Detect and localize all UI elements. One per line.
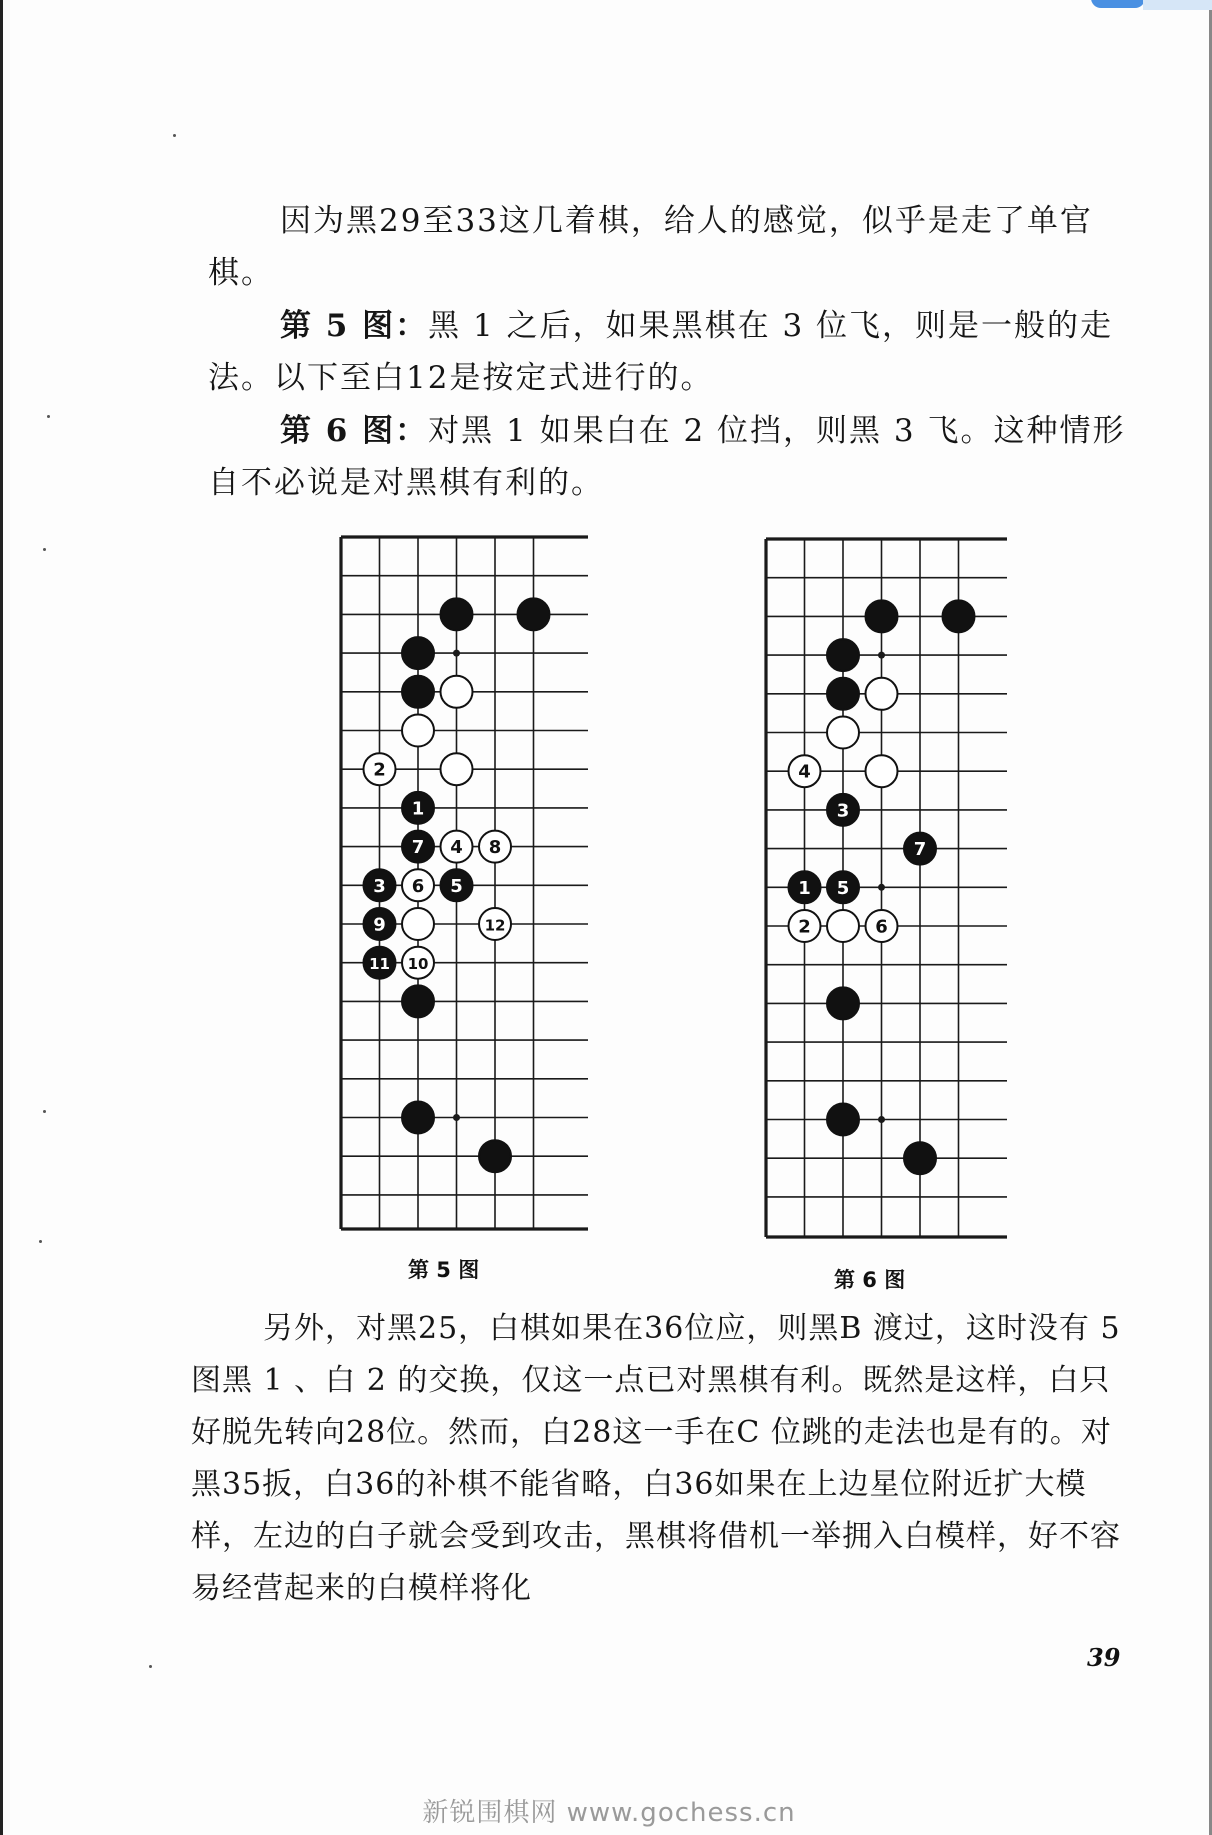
scan-speck	[173, 134, 176, 137]
paragraph-4	[191, 1303, 1121, 1615]
figure6-lead: 第 6 图：	[280, 413, 429, 449]
white-stone	[866, 678, 898, 710]
black-stone	[479, 1140, 511, 1172]
stone-move-number: 6	[411, 875, 425, 897]
white-stone	[866, 755, 898, 787]
paragraph-3-text: 对黑 1 如果白在 2 位挡，则黑 3 飞。这种情形自不必说是对黑棋有利的。	[208, 413, 1126, 501]
black-stone	[827, 639, 859, 671]
stone-move-number: 1	[411, 798, 425, 820]
black-stone	[866, 600, 898, 632]
figure6-caption: 第 6 图	[834, 1268, 906, 1292]
board5-star-point	[453, 1114, 460, 1121]
go-board-figure5	[341, 537, 588, 1229]
scan-speck	[43, 1110, 46, 1113]
board5-star-point	[453, 650, 460, 657]
stone-move-number: 4	[450, 837, 463, 859]
black-stone	[904, 1142, 936, 1174]
site-watermark: 新锐围棋网 www.gochess.cn	[422, 1798, 796, 1828]
black-stone	[402, 637, 434, 669]
paragraph-1-text: 因为黑29至33这几着棋，给人的感觉，似乎是走了单官棋。	[208, 203, 1093, 291]
go-diagrams	[3, 0, 1212, 1300]
white-stone	[402, 715, 434, 747]
stone-move-number: 11	[369, 955, 390, 974]
black-stone	[402, 1102, 434, 1134]
stone-move-number: 3	[373, 875, 386, 897]
black-stone	[827, 987, 859, 1019]
white-stone	[441, 753, 473, 785]
stone-move-number: 9	[373, 914, 386, 936]
white-stone	[441, 676, 473, 708]
black-stone	[402, 676, 434, 708]
go-board-figure6	[766, 539, 1007, 1237]
paragraph-2-text: 黑 1 之后，如果黑棋在 3 位飞，则是一般的走法。以下至白12是按定式进行的。	[208, 308, 1114, 396]
stone-move-number: 2	[798, 916, 811, 938]
paragraph-4-text: 另外，对黑25，白棋如果在36位应，则黑B 渡过，这时没有 5 图黑 1 、白 2 的交换，仅这一点已对黑棋有利。既然是这样，白只好脱先转向28位。然而，白28这一手在C 位跳的走法也是有的。对黑35扳，白36的补棋不能省略，白36如果在上边星位附近扩大模样，左边的白子就会受到攻击，黑棋将借机一举拥入白模样，好不容易经营起来的白模样将化	[191, 1311, 1121, 1606]
stone-move-number: 2	[373, 759, 386, 781]
white-stone	[402, 908, 434, 940]
board6-star-point	[878, 1116, 885, 1123]
black-stone	[518, 598, 550, 630]
stone-move-number: 1	[798, 877, 811, 899]
scan-speck	[39, 1240, 42, 1243]
white-stone	[827, 910, 859, 942]
black-stone	[441, 598, 473, 630]
stone-move-number: 4	[798, 761, 811, 783]
board6-star-point	[878, 652, 885, 659]
page-number: 39	[1087, 1643, 1121, 1672]
black-stone	[402, 985, 434, 1017]
stone-move-number: 7	[411, 837, 425, 859]
black-stone	[943, 600, 975, 632]
black-stone	[827, 1104, 859, 1136]
scan-speck	[43, 548, 46, 551]
stone-move-number: 12	[484, 916, 506, 935]
stone-move-number: 5	[836, 877, 850, 899]
stone-move-number: 3	[836, 800, 850, 822]
white-stone	[827, 717, 859, 749]
stone-move-number: 7	[913, 839, 927, 861]
stone-move-number: 10	[407, 955, 429, 974]
scan-speck	[47, 415, 50, 418]
scan-speck	[149, 1665, 152, 1668]
figure5-lead: 第 5 图：	[280, 308, 429, 344]
stone-move-number: 6	[875, 916, 888, 938]
board6-star-point	[878, 884, 885, 891]
stone-move-number: 8	[488, 837, 502, 859]
stone-move-number: 5	[450, 875, 463, 897]
black-stone	[827, 678, 859, 710]
figure5-caption: 第 5 图	[408, 1258, 480, 1282]
